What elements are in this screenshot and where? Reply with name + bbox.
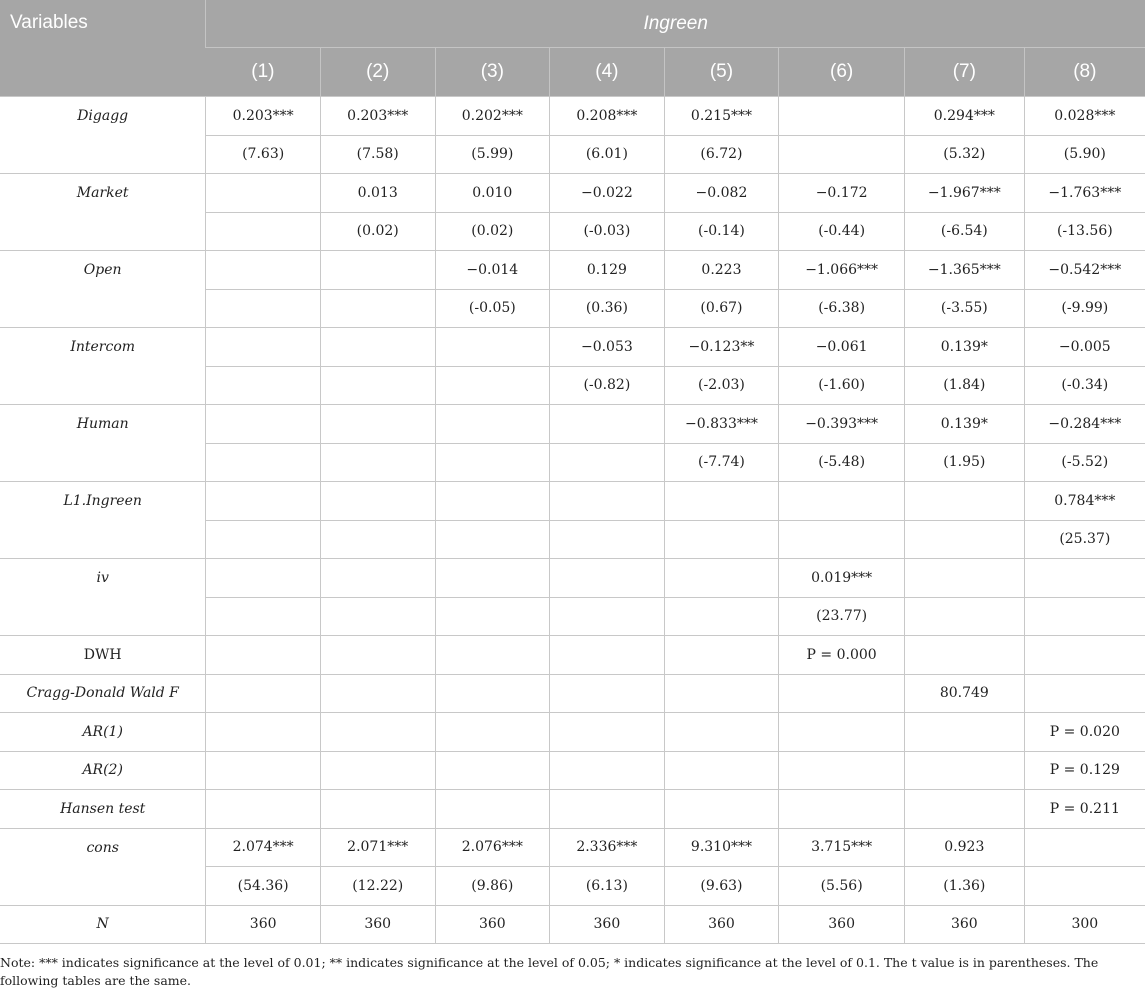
- table-row: [0, 559, 1145, 598]
- table-row: [0, 905, 1145, 944]
- statistic-cell: [435, 636, 550, 675]
- t-value-cell: [206, 212, 321, 251]
- coefficient-cell: [550, 482, 665, 521]
- statistic-cell: 80.749: [904, 674, 1024, 713]
- column-header-5: (5): [664, 48, 779, 97]
- coefficient-cell: [206, 251, 321, 290]
- t-value-cell: [206, 289, 321, 328]
- statistic-cell: [550, 751, 665, 790]
- coefficient-cell: 2.074***: [206, 828, 321, 867]
- table-row: [0, 174, 1145, 213]
- statistic-cell: P = 0.020: [1024, 713, 1145, 752]
- t-value-cell: (-0.03): [550, 212, 665, 251]
- coefficient-cell: −1.365***: [904, 251, 1024, 290]
- variable-name-l1-ingreen: L1.Ingreen: [0, 482, 206, 559]
- t-value-cell: [435, 597, 550, 636]
- coefficient-cell: 2.336***: [550, 828, 665, 867]
- t-value-cell: [206, 366, 321, 405]
- t-value-cell: (0.02): [320, 212, 435, 251]
- coefficient-cell: −0.172: [779, 174, 905, 213]
- t-value-cell: (6.01): [550, 135, 665, 174]
- t-value-cell: (-9.99): [1024, 289, 1145, 328]
- column-header-4: (4): [550, 48, 665, 97]
- variable-name-n: N: [0, 905, 206, 944]
- header-dependent-variable: Ingreen: [206, 0, 1145, 48]
- t-value-cell: (-1.60): [779, 366, 905, 405]
- header-variables: Variables: [0, 0, 206, 97]
- t-value-cell: [435, 520, 550, 559]
- t-value-cell: [435, 443, 550, 482]
- coefficient-cell: 0.139*: [904, 405, 1024, 444]
- statistic-cell: [779, 674, 905, 713]
- t-value-cell: (5.99): [435, 135, 550, 174]
- coefficient-cell: −0.393***: [779, 405, 905, 444]
- statistic-cell: [904, 790, 1024, 829]
- t-value-cell: [664, 597, 779, 636]
- column-header-1: (1): [206, 48, 321, 97]
- table-row: [0, 713, 1145, 752]
- column-header-2: (2): [320, 48, 435, 97]
- coefficient-cell: [320, 482, 435, 521]
- coefficient-cell: [320, 251, 435, 290]
- coefficient-cell: [664, 482, 779, 521]
- t-value-cell: [779, 135, 905, 174]
- table-row: [0, 790, 1145, 829]
- statistic-cell: [1024, 674, 1145, 713]
- coefficient-cell: −0.053: [550, 328, 665, 367]
- table-row: [0, 328, 1145, 367]
- variable-name-hansen-test: Hansen test: [0, 790, 206, 829]
- statistic-cell: [664, 713, 779, 752]
- coefficient-cell: [206, 482, 321, 521]
- t-value-cell: [206, 520, 321, 559]
- coefficient-cell: −0.022: [550, 174, 665, 213]
- coefficient-cell: 9.310***: [664, 828, 779, 867]
- t-value-cell: [1024, 597, 1145, 636]
- coefficient-cell: [550, 405, 665, 444]
- t-value-cell: [779, 520, 905, 559]
- t-value-cell: (-13.56): [1024, 212, 1145, 251]
- coefficient-cell: −1.763***: [1024, 174, 1145, 213]
- statistic-cell: [664, 636, 779, 675]
- coefficient-cell: −0.542***: [1024, 251, 1145, 290]
- coefficient-cell: [206, 328, 321, 367]
- statistic-cell: [206, 713, 321, 752]
- coefficient-cell: [435, 328, 550, 367]
- table-row: [0, 751, 1145, 790]
- variable-name-ar-1: AR(1): [0, 713, 206, 752]
- t-value-cell: (-0.34): [1024, 366, 1145, 405]
- statistic-cell: [779, 790, 905, 829]
- t-value-cell: (9.63): [664, 867, 779, 906]
- statistic-cell: [320, 636, 435, 675]
- t-value-cell: (-7.74): [664, 443, 779, 482]
- coefficient-cell: 0.203***: [320, 97, 435, 136]
- coefficient-cell: −0.082: [664, 174, 779, 213]
- t-value-cell: (-0.05): [435, 289, 550, 328]
- t-value-cell: [206, 443, 321, 482]
- statistic-cell: P = 0.211: [1024, 790, 1145, 829]
- statistic-cell: [904, 636, 1024, 675]
- variable-name-digagg: Digagg: [0, 97, 206, 174]
- t-value-cell: (5.32): [904, 135, 1024, 174]
- t-value-cell: (6.13): [550, 867, 665, 906]
- t-value-cell: (54.36): [206, 867, 321, 906]
- statistic-cell: P = 0.129: [1024, 751, 1145, 790]
- coefficient-cell: [1024, 828, 1145, 867]
- coefficient-cell: [320, 328, 435, 367]
- table-row: [0, 97, 1145, 136]
- t-value-cell: (0.67): [664, 289, 779, 328]
- t-value-cell: (6.72): [664, 135, 779, 174]
- statistic-cell: 360: [550, 905, 665, 944]
- coefficient-cell: [206, 405, 321, 444]
- coefficient-cell: −1.066***: [779, 251, 905, 290]
- coefficient-cell: [435, 482, 550, 521]
- statistic-cell: 360: [664, 905, 779, 944]
- statistic-cell: [664, 674, 779, 713]
- coefficient-cell: 0.010: [435, 174, 550, 213]
- statistic-cell: [435, 790, 550, 829]
- statistic-cell: [206, 674, 321, 713]
- t-value-cell: [904, 520, 1024, 559]
- t-value-cell: (0.36): [550, 289, 665, 328]
- table-row: [0, 405, 1145, 444]
- statistic-cell: [206, 636, 321, 675]
- t-value-cell: [320, 520, 435, 559]
- t-value-cell: [320, 443, 435, 482]
- statistic-cell: [320, 751, 435, 790]
- statistic-cell: [320, 790, 435, 829]
- coefficient-cell: 0.013: [320, 174, 435, 213]
- statistic-cell: [206, 751, 321, 790]
- coefficient-cell: [435, 405, 550, 444]
- table-row: [0, 482, 1145, 521]
- statistic-cell: [664, 790, 779, 829]
- statistic-cell: [550, 674, 665, 713]
- statistic-cell: [435, 674, 550, 713]
- t-value-cell: (-6.54): [904, 212, 1024, 251]
- coefficient-cell: −0.014: [435, 251, 550, 290]
- column-header-7: (7): [904, 48, 1024, 97]
- statistic-cell: [904, 713, 1024, 752]
- statistic-cell: [435, 751, 550, 790]
- column-header-3: (3): [435, 48, 550, 97]
- t-value-cell: (-6.38): [779, 289, 905, 328]
- t-value-cell: [320, 289, 435, 328]
- t-value-cell: [320, 597, 435, 636]
- coefficient-cell: 0.223: [664, 251, 779, 290]
- coefficient-cell: −0.123**: [664, 328, 779, 367]
- variable-name-intercom: Intercom: [0, 328, 206, 405]
- coefficient-cell: 0.784***: [1024, 482, 1145, 521]
- t-value-cell: (-0.44): [779, 212, 905, 251]
- statistic-cell: [779, 713, 905, 752]
- t-value-cell: [206, 597, 321, 636]
- statistic-cell: P = 0.000: [779, 636, 905, 675]
- coefficient-cell: 0.215***: [664, 97, 779, 136]
- table-row: [0, 251, 1145, 290]
- t-value-cell: [1024, 867, 1145, 906]
- coefficient-cell: 0.208***: [550, 97, 665, 136]
- coefficient-cell: [779, 482, 905, 521]
- statistic-cell: [779, 751, 905, 790]
- coefficient-cell: [664, 559, 779, 598]
- statistic-cell: [550, 790, 665, 829]
- t-value-cell: [320, 366, 435, 405]
- coefficient-cell: 0.923: [904, 828, 1024, 867]
- coefficient-cell: 2.076***: [435, 828, 550, 867]
- statistic-cell: [664, 751, 779, 790]
- variable-name-iv: iv: [0, 559, 206, 636]
- statistic-cell: [320, 674, 435, 713]
- table-row: [0, 674, 1145, 713]
- statistic-cell: [435, 713, 550, 752]
- coefficient-cell: 0.203***: [206, 97, 321, 136]
- coefficient-cell: −0.061: [779, 328, 905, 367]
- coefficient-cell: 2.071***: [320, 828, 435, 867]
- variable-name-open: Open: [0, 251, 206, 328]
- t-value-cell: (5.90): [1024, 135, 1145, 174]
- coefficient-cell: [779, 97, 905, 136]
- statistic-cell: 360: [435, 905, 550, 944]
- t-value-cell: (5.56): [779, 867, 905, 906]
- coefficient-cell: 3.715***: [779, 828, 905, 867]
- coefficient-cell: 0.028***: [1024, 97, 1145, 136]
- coefficient-cell: [320, 405, 435, 444]
- table-row: [0, 636, 1145, 675]
- statistic-cell: 360: [206, 905, 321, 944]
- t-value-cell: (-3.55): [904, 289, 1024, 328]
- t-value-cell: [904, 597, 1024, 636]
- t-value-cell: (1.84): [904, 366, 1024, 405]
- coefficient-cell: −0.284***: [1024, 405, 1145, 444]
- column-header-8: (8): [1024, 48, 1145, 97]
- column-header-6: (6): [779, 48, 905, 97]
- coefficient-cell: 0.139*: [904, 328, 1024, 367]
- coefficient-cell: [206, 174, 321, 213]
- statistic-cell: 360: [904, 905, 1024, 944]
- statistic-cell: 300: [1024, 905, 1145, 944]
- statistic-cell: [550, 713, 665, 752]
- t-value-cell: [664, 520, 779, 559]
- statistic-cell: [1024, 636, 1145, 675]
- coefficient-cell: [904, 559, 1024, 598]
- coefficient-cell: [206, 559, 321, 598]
- table-note: Note: *** indicates significance at the level of 0.01; ** indicates significance at the level of 0.05; * indicates significance at the level of 0.1. The t value is in parentheses. The following tables are the same.: [0, 955, 1099, 988]
- coefficient-cell: 0.202***: [435, 97, 550, 136]
- coefficient-cell: [550, 559, 665, 598]
- t-value-cell: (7.58): [320, 135, 435, 174]
- statistic-cell: [550, 636, 665, 675]
- variable-name-cons: cons: [0, 828, 206, 905]
- coefficient-cell: −0.005: [1024, 328, 1145, 367]
- coefficient-cell: −0.833***: [664, 405, 779, 444]
- t-value-cell: (12.22): [320, 867, 435, 906]
- coefficient-cell: −1.967***: [904, 174, 1024, 213]
- t-value-cell: [550, 597, 665, 636]
- t-value-cell: (1.95): [904, 443, 1024, 482]
- variable-name-human: Human: [0, 405, 206, 482]
- statistic-cell: 360: [779, 905, 905, 944]
- t-value-cell: (-0.14): [664, 212, 779, 251]
- coefficient-cell: 0.129: [550, 251, 665, 290]
- coefficient-cell: [1024, 559, 1145, 598]
- variable-name-ar-2: AR(2): [0, 751, 206, 790]
- t-value-cell: [550, 443, 665, 482]
- variable-name-dwh: DWH: [0, 636, 206, 675]
- t-value-cell: (23.77): [779, 597, 905, 636]
- variable-name-market: Market: [0, 174, 206, 251]
- t-value-cell: (-5.52): [1024, 443, 1145, 482]
- coefficient-cell: 0.294***: [904, 97, 1024, 136]
- coefficient-cell: [435, 559, 550, 598]
- t-value-cell: (-5.48): [779, 443, 905, 482]
- coefficient-cell: [904, 482, 1024, 521]
- statistic-cell: [206, 790, 321, 829]
- t-value-cell: (-2.03): [664, 366, 779, 405]
- statistic-cell: [320, 713, 435, 752]
- coefficient-cell: 0.019***: [779, 559, 905, 598]
- variable-name-cragg-donald-wald-f: Cragg-Donald Wald F: [0, 674, 206, 713]
- t-value-cell: [435, 366, 550, 405]
- t-value-cell: (0.02): [435, 212, 550, 251]
- statistic-cell: [904, 751, 1024, 790]
- t-value-cell: (9.86): [435, 867, 550, 906]
- t-value-cell: (7.63): [206, 135, 321, 174]
- t-value-cell: (-0.82): [550, 366, 665, 405]
- t-value-cell: (1.36): [904, 867, 1024, 906]
- coefficient-cell: [320, 559, 435, 598]
- statistic-cell: 360: [320, 905, 435, 944]
- table-row: [0, 828, 1145, 867]
- t-value-cell: (25.37): [1024, 520, 1145, 559]
- t-value-cell: [550, 520, 665, 559]
